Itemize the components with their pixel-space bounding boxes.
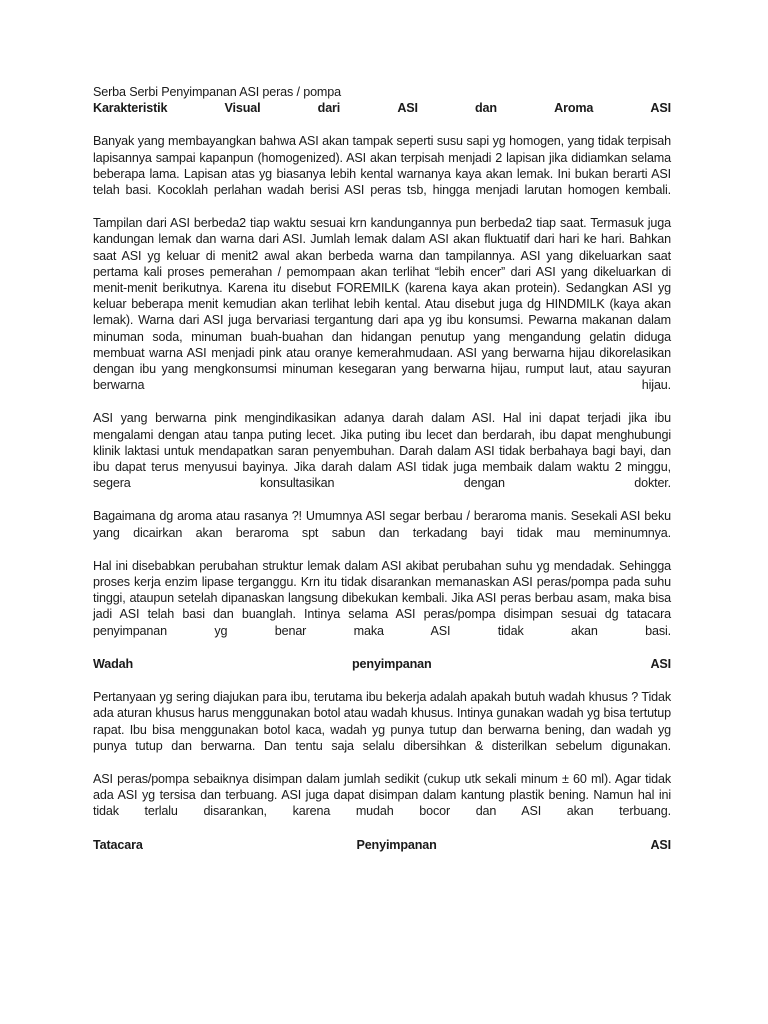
- section-heading-wadah: [93, 656, 671, 672]
- heading-word: dan: [475, 101, 497, 116]
- paragraph: ASI peras/pompa sebaiknya disimpan dalam jumlah sedikit (cukup utk sekali minum ± 60 ml). Agar tidak ada ASI yg tersisa dan terbuang. ASI juga dapat disimpan dalam kantung plastik bening. Namun hal ini tidak terlalu disarankan, karena mudah bocor dan ASI akan terbuang.: [93, 771, 671, 819]
- heading-word: dari: [317, 101, 341, 116]
- heading-word: Tatacara: [93, 837, 143, 852]
- document-page: [93, 84, 671, 853]
- heading-word: ASI: [650, 837, 671, 852]
- paragraph: ASI yang berwarna pink mengindikasikan adanya darah dalam ASI. Hal ini dapat terjadi jika ibu mengalami dengan atau tanpa puting lecet. Jika puting ibu lecet dan berdarah, ibu dapat menghubungi klinik laktasi untuk mendapatkan saran penyembuhan. Darah dalam ASI tidak berbahaya bagi bayi, dan ibu dapat terus menyusui bayinya. Jika darah dalam ASI tidak juga membaik dalam waktu 2 minggu, segera konsultasikan dengan dokter.: [93, 411, 671, 491]
- paragraph: Tampilan dari ASI berbeda2 tiap waktu sesuai krn kandungannya pun berbeda2 tiap saat. Termasuk juga kandungan lemak dan warna dari ASI. Jumlah lemak dalam ASI akan fluktuatif dari hari ke hari. Bahkan saat ASI yg keluar di menit2 awal akan berbeda warna dan tampilannya. ASI yang dikeluarkan saat pertama kali proses pemerahan / pemompaan akan terlihat “lebih encer” dari ASI yang dikeluarkan di menit-menit berikutnya. Karena itu disebut FOREMILK (karena kaya akan protein). Sedangkan ASI yg keluar beberapa menit kemudian akan terlihat lebih kental. Atau disebut juga dg HINDMILK (kaya akan lemak). Warna dari ASI juga bervariasi tergantung dari apa yg ibu konsumsi. Pewarna makanan dalam minuman soda, minuman buah-buahan dan hidangan penutup yang mengandung gelatin diduga membuat warna ASI menjadi pink atau oranye kemerahmudaan. ASI yang berwarna hijau dikorelasikan dengan ibu yang mengkonsumsi minuman kesegaran yang berwarna hijau, rumput laut, atau sayuran berwarna hijau.: [93, 216, 671, 393]
- paragraph: Hal ini disebabkan perubahan struktur lemak dalam ASI akibat perubahan suhu yg mendadak. Sehingga proses kerja enzim lipase terganggu. Krn itu tidak disarankan memanaskan ASI peras/pompa pada suhu tinggi, ataupun setelah dipanaskan langsung dibekukan kembali. Jika ASI peras berbau asam, maka bisa jadi ASI telah basi dan buanglah. Intinya selama ASI peras/pompa disimpan sesuai dg tatacara penyimpanan yg benar maka ASI tidak akan basi.: [93, 558, 671, 638]
- paragraph: Pertanyaan yg sering diajukan para ibu, terutama ibu bekerja adalah apakah butuh wadah khusus ? Tidak ada aturan khusus harus menggunakan botol atau wadah khusus. Intinya gunakan wadah yg bisa tertutup rapat. Ibu bisa menggunakan botol kaca, wadah yg punya tutup dan berwarna bening, dan wadah yg punya tutup dan berwarna. Dan tentu saja selalu dibersihkan & disterilkan sebelum digunakan.: [93, 690, 671, 753]
- document-title: Serba Serbi Penyimpanan ASI peras / pompa: [93, 85, 341, 99]
- heading-word: Aroma: [554, 101, 594, 116]
- paragraph: Bagaimana dg aroma atau rasanya ?! Umumnya ASI segar berbau / beraroma manis. Sesekali ASI beku yang dicairkan akan beraroma spt sabun dan terkadang bayi tidak mau meminumnya.: [93, 509, 671, 540]
- heading-word: ASI: [650, 101, 671, 116]
- section-heading-tatacara: [93, 837, 671, 853]
- paragraph: Banyak yang membayangkan bahwa ASI akan tampak seperti susu sapi yg homogen, yang tidak terpisah lapisannya sampai kapanpun (homogenized). ASI akan terpisah menjadi 2 lapisan jika didiamkan selama beberapa lama. Lapisan atas yg biasanya lebih kental warnanya kaya akan lemak. Ini bukan berarti ASI telah basi. Kocoklah perlahan wadah berisi ASI peras tsb, hingga menjadi larutan homogen kembali.: [93, 134, 671, 198]
- heading-word: penyimpanan: [352, 656, 432, 671]
- heading-word: Penyimpanan: [356, 837, 437, 852]
- section-heading-karakteristik: [93, 100, 671, 116]
- heading-word: ASI: [397, 101, 418, 116]
- heading-word: Karakteristik: [93, 101, 168, 116]
- heading-word: Visual: [224, 101, 261, 116]
- heading-word: ASI: [650, 656, 671, 671]
- heading-word: Wadah: [93, 656, 134, 671]
